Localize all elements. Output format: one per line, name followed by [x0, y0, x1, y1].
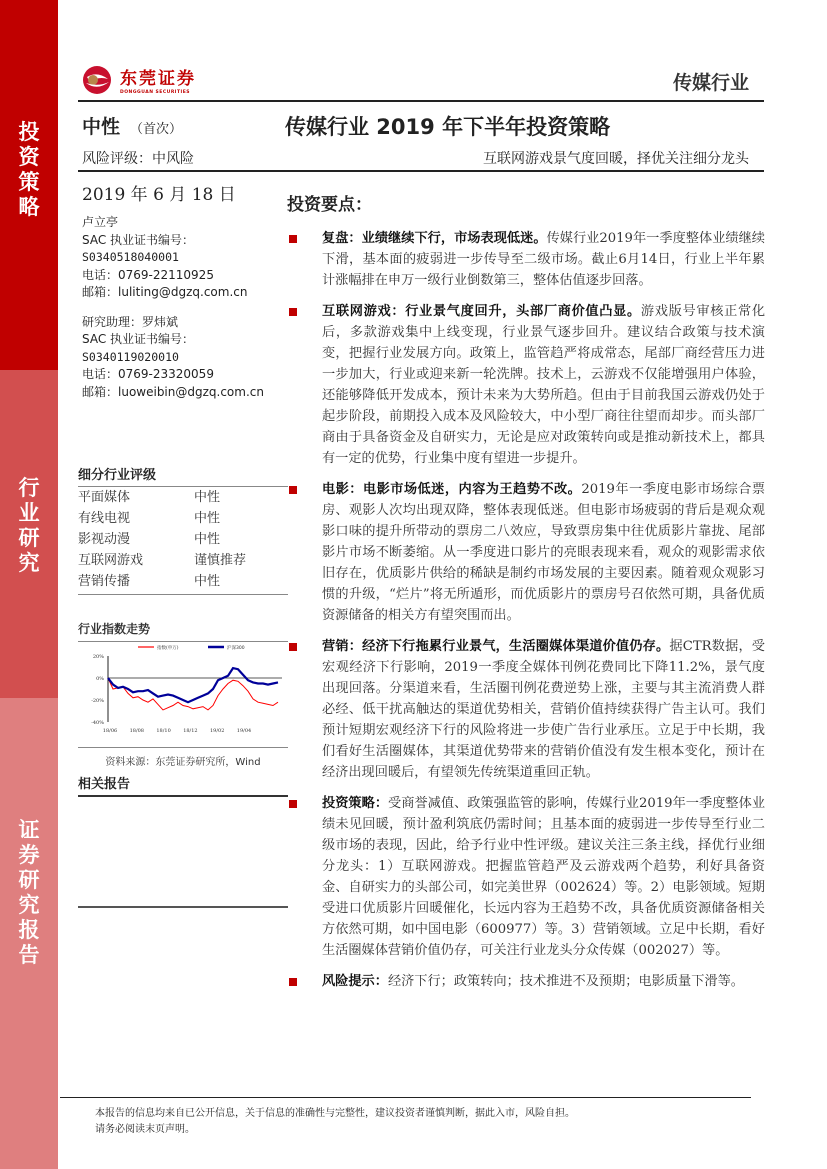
disclaimer — [95, 1106, 575, 1138]
assistant-sac: S0340119020010 — [82, 349, 179, 364]
sidebar-label: 证券研究报告 — [18, 818, 40, 967]
title-divider — [78, 170, 764, 172]
report-subtitle: 互联网游戏景气度回暖，择优关注细分龙头 — [483, 151, 749, 167]
x-tick-label: 18/10 — [156, 728, 171, 734]
sector-rating: 中性 — [194, 511, 221, 526]
sector-name: 影视动漫 — [78, 532, 131, 547]
assistant-sac-label: SAC 执业证书编号： — [82, 332, 195, 346]
point-text: 2019年一季度电影市场综合票房、观影人次均出现双降，整体表现低迷。但电影市场疲弱的背后是观众观影口味的提升所带动的票房二八效应，导致票房集中往优质影片靠拢、尾部影片市场不断萎缩。从一季度进口影片的亮眼表现来看，观众的观影需求依旧存在，优质影片供给的稀缺是制约市场发展的主要因素。随着观众观影习惯的升级，“烂片”将无所遁形，而优质影片的票房号召依然可期，具备优质资源储备的相关方有望突围而出。 — [322, 482, 765, 623]
sector-rating: 中性 — [194, 532, 221, 547]
rating — [82, 112, 182, 139]
analyst-sac: S0340518040001 — [82, 250, 179, 264]
series-line-hs300 — [108, 668, 278, 702]
related-reports-heading: 相关报告 — [78, 773, 288, 797]
header-divider — [78, 100, 764, 102]
key-point — [287, 228, 765, 291]
key-point — [287, 793, 765, 961]
footer-divider — [60, 1097, 751, 1098]
assistant-name: 研究助理：罗炜斌 — [82, 314, 179, 329]
sub-rating-title: 细分行业评级 — [78, 464, 288, 487]
company-logo — [82, 64, 196, 95]
sidebar-section-industry-research — [0, 370, 58, 698]
sector-name: 营销传播 — [78, 574, 131, 589]
bullet-square-icon — [289, 978, 297, 986]
key-points-title: 投资要点： — [287, 195, 372, 215]
chart-source: 资料来源：东莞证券研究所，Wind — [105, 757, 261, 768]
header-industry: 传媒行业 — [672, 72, 749, 94]
point-lead: 电影：电影市场低迷，内容为王趋势不改。 — [322, 482, 582, 497]
point-lead: 复盘：业绩继续下行，市场表现低迷。 — [322, 231, 547, 246]
assistant-email[interactable]: 邮箱：luoweibin@dgzq.com.cn — [82, 384, 264, 399]
rating-note: （首次） — [130, 122, 183, 137]
y-tick-label: 20% — [92, 654, 104, 660]
key-point — [287, 971, 765, 992]
sector-name: 有线电视 — [78, 511, 131, 526]
analyst-name: 卢立亭 — [82, 215, 119, 229]
report-date: 2019 年 6 月 18 日 — [82, 185, 236, 205]
point-lead: 投资策略： — [322, 796, 389, 811]
table-row — [78, 529, 288, 550]
logo-mark-icon — [82, 65, 112, 95]
key-point — [287, 301, 765, 469]
sidebar-label: 投资策略 — [18, 120, 40, 219]
key-point — [287, 636, 765, 783]
legend-label: 指数(申万) — [157, 646, 179, 651]
point-lead: 营销：经济下行拖累行业景气，生活圈媒体渠道价值仍存。 — [322, 639, 670, 654]
key-point — [287, 479, 765, 626]
disclaimer-line: 本报告的信息均来自已公开信息，关于信息的准确性与完整性，建议投资者谨慎判断，据此入市，风险自担。 — [95, 1108, 575, 1119]
sidebar-label: 行业研究 — [18, 476, 40, 575]
point-text: 游戏版号审核正常化后，多款游戏集中上线变现，行业景气逐步回升。建议结合政策与技术演变，把握行业发展方向。政策上，监管趋严将成常态，尾部厂商经营压力进一步加大，行业或迎来新一轮洗牌。技术上，云游戏不仅能增强用户体验，还能够降低开发成本，预计未来为大势所趋。但由于目前我国云游戏仍处于起步阶段，前期投入成本及风险较大，中小型厂商往往望而却步。而头部厂商由于具备资金及自研实力，无论是应对政策转向或是推动新技术上，都具有一定的优势，行业集中度有望进一步提升。 — [322, 304, 766, 466]
point-lead: 风险提示： — [322, 974, 388, 989]
sector-rating: 中性 — [194, 574, 221, 589]
y-tick-label: -20% — [91, 698, 104, 704]
x-tick-label: 18/08 — [129, 728, 145, 734]
disclaimer-line: 请务必阅读末页声明。 — [95, 1124, 195, 1135]
risk-rating: 风险评级：中风险 — [82, 151, 194, 167]
sector-rating: 中性 — [194, 490, 221, 505]
point-lead: 互联网游戏：行业景气度回升，头部厂商价值凸显。 — [322, 304, 641, 319]
point-text: 传媒行业2019年一季度整体业绩继续下滑，基本面的疲弱进一步传导至二级市场。截止6月14日，行业上半年累计涨幅排在申万一级行业倒数第三，整体估值逐步回落。 — [322, 231, 765, 288]
legend-label: 沪深300 — [227, 646, 245, 651]
report-title: 传媒行业 2019 年下半年投资策略 — [285, 115, 611, 139]
point-text: 据CTR数据，受宏观经济下行影响，2019一季度全媒体刊例花费同比下降11.2%，景气度出现回落。分渠道来看，生活圈刊例花费逆势上涨，主要与其主流消费人群必经、低干扰高触达的渠道优势相关，营销价值持续获得广告主认可。我们预计短期宏观经济下行的风险将进一步使广告行业承压。立足于中长期，我们看好生活圈媒体，其渠道优势带来的营销价值没有发生根本变化，预计在经济出现回暖后，有望领先传统渠道重回正轨。 — [322, 639, 765, 780]
table-row — [78, 550, 288, 571]
x-tick-label: 19/04 — [236, 728, 252, 734]
table-row — [78, 571, 288, 592]
sub-industry-rating-table — [78, 464, 288, 595]
x-tick-label: 19/02 — [209, 728, 225, 734]
logo-name-cn: 东莞证券 — [120, 69, 196, 89]
bullet-square-icon — [289, 643, 297, 651]
key-points-list — [287, 228, 765, 1002]
assistant-phone: 电话：0769-23320059 — [82, 367, 214, 381]
related-reports-divider — [78, 906, 288, 908]
analyst-email[interactable]: 邮箱：luliting@dgzq.com.cn — [82, 285, 248, 299]
sector-name: 平面媒体 — [78, 490, 131, 505]
sidebar-section-securities-report — [0, 698, 58, 1169]
bullet-square-icon — [289, 235, 297, 243]
y-tick-label: -40% — [91, 720, 104, 726]
point-text: 受商誉减值、政策强监管的影响，传媒行业2019年一季度整体业绩未见回暖，预计盈利筑底仍需时间；且基本面的疲弱进一步传导至行业二级市场的表现，因此，给予行业中性评级。建议关注三条主线，择优行业细分龙头：1）互联网游戏。把握监管趋严及云游戏两个趋势，利好具备资金、自研实力的头部公司，如完美世界（002624）等。2）电影领域。短期受进口优质影片回暖催化，长远内容为王趋势不改，具备优质资源储备相关方依然可期，如中国电影（600977）等。3）营销领域。立足中长期，看好生活圈媒体营销价值仍存，可关注行业龙头分众传媒（002027）等。 — [322, 796, 766, 958]
chart-svg — [78, 642, 288, 740]
sidebar-section-investment-strategy — [0, 0, 58, 370]
bullet-square-icon — [289, 486, 297, 494]
x-tick-label: 18/06 — [102, 728, 118, 734]
chart-divider — [78, 747, 288, 748]
chart-title: 行业指数走势 — [78, 620, 288, 642]
logo-name-en: DONGGUAN SECURITIES — [120, 90, 191, 95]
sector-name: 互联网游戏 — [78, 553, 144, 568]
bullet-square-icon — [289, 308, 297, 316]
table-row — [78, 508, 288, 529]
bullet-square-icon — [289, 800, 297, 808]
y-tick-label: 0% — [96, 676, 104, 682]
sector-rating: 谨慎推荐 — [194, 553, 247, 568]
analyst-sac-label: SAC 执业证书编号： — [82, 232, 195, 247]
rating-value: 中性 — [82, 116, 121, 138]
point-text: 经济下行；政策转向；技术推进不及预期；电影质量下滑等。 — [387, 974, 744, 989]
index-trend-chart — [78, 642, 288, 740]
analyst-info — [82, 214, 264, 401]
analyst-phone: 电话：0769-22110925 — [82, 267, 214, 282]
table-row — [78, 487, 288, 508]
x-tick-label: 18/12 — [183, 728, 198, 734]
